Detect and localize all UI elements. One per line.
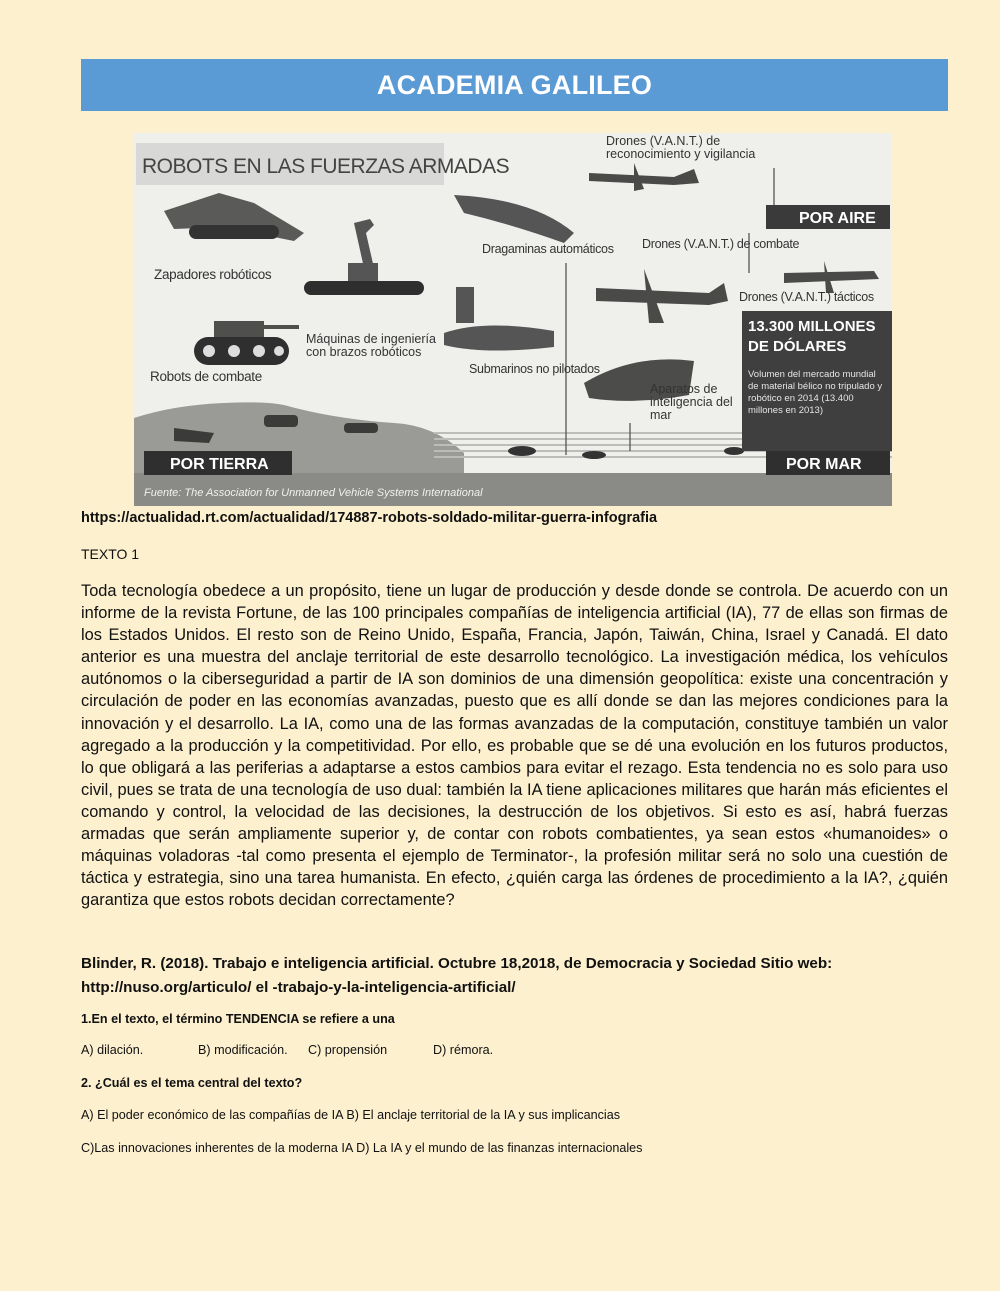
- question-2: 2. ¿Cuál es el tema central del texto?: [81, 1076, 303, 1090]
- label-maquinas: Máquinas de ingeniería con brazos robóticos: [306, 333, 436, 359]
- citation-url[interactable]: http://nuso.org/articulo/ el -trabajo-y-la-inteligencia-artificial/: [81, 979, 516, 996]
- infographic-source: Fuente: The Association for Unmanned Vehicle Systems International: [144, 487, 483, 499]
- texto-label: TEXTO 1: [81, 546, 140, 562]
- infographic-title: ROBOTS EN LAS FUERZAS ARMADAS: [142, 155, 510, 178]
- por-tierra-label: POR TIERRA: [170, 456, 269, 473]
- q1-option-d[interactable]: D) rémora.: [433, 1043, 494, 1057]
- question-1: 1.En el texto, el término TENDENCIA se refiere a una: [81, 1012, 395, 1026]
- label-dragaminas: Dragaminas automáticos: [482, 242, 614, 256]
- label-drones-combate: Drones (V.A.N.T.) de combate: [642, 237, 800, 251]
- source-url[interactable]: https://actualidad.rt.com/actualidad/174887-robots-soldado-militar-guerra-infografia: [81, 510, 658, 526]
- label-zapadores: Zapadores robóticos: [154, 267, 272, 282]
- page-title-banner: [81, 59, 948, 111]
- label-drones-reco: Drones (V.A.N.T.) de reconocimiento y vigilancia: [606, 135, 756, 161]
- q1-option-b[interactable]: B) modificación.: [198, 1043, 288, 1057]
- market-value: 13.300 MILLONES DE DÓLARES: [748, 318, 876, 355]
- q2-options-line-1[interactable]: A) El poder económico de las compañías de IA B) El anclaje territorial de la IA y sus implicancias: [81, 1108, 620, 1122]
- infographic-image: [134, 133, 892, 506]
- por-mar-label: POR MAR: [786, 456, 862, 473]
- citation: [81, 952, 961, 1000]
- label-combate: Robots de combate: [150, 369, 262, 384]
- por-aire-label: POR AIRE: [799, 210, 876, 227]
- q2-options-line-2[interactable]: C)Las innovaciones inherentes de la moderna IA D) La IA y el mundo de las finanzas internacionales: [81, 1141, 643, 1155]
- q1-option-c[interactable]: C) propensión: [308, 1043, 388, 1057]
- label-aparatos: Aparatos de inteligencia del mar: [650, 383, 733, 422]
- citation-line-1: Blinder, R. (2018). Trabajo e inteligencia artificial. Octubre 18,2018, de Democracia y Sociedad Sitio web:: [81, 955, 833, 972]
- label-submarinos: Submarinos no pilotados: [469, 362, 600, 376]
- body-paragraph: Toda tecnología obedece a un propósito, tiene un lugar de producción y desde donde se controla. De acuerdo con un informe de la revista Fortune, de las 100 principales compañías de inteligencia artificial (IA), 77 de ellas son firmas de los Estados Unidos. El resto son de Reino Unido, España, Francia, Japón, Taiwán, China, Israel y Canadá. El dato anterior es una muestra del anclaje territorial de este desarrollo tecnológico. La investigación médica, los vehículos autónomos o la ciberseguridad a partir de IA son dominios de una dimensión geopolítica: existe una concentración y circulación de poder en las economías avanzadas, puesto que es allí donde se dan las mejores condiciones para la innovación y el desarrollo. La IA, como una de las formas avanzadas de la computación, constituye también un valor agregado a la producción y la competitividad. Por ello, es probable que se dé una evolución en los futuros productos, lo que obligará a las periferias a adaptarse a estos cambios para evitar el rezago. Esta tendencia no es solo para uso civil, pues se trata de una tecnología de uso dual: también la IA tiene aplicaciones militares que harán más eficientes el comando y control, la velocidad de las decisiones, la destrucción de los objetivos. Si esto es así, habrá fuerzas armadas que serán ampliamente superior y, de contar con robots combatientes, ya sean estos «humanoides» o máquinas voladoras -tal como presenta el ejemplo de Terminator-, la profesión militar será no solo una cuestión de táctica y estrategia, sino una tarea humanista. En efecto, ¿quién carga las órdenes de procedimiento a la IA?, ¿quién garantiza que estos robots decidan correctamente?: [81, 582, 948, 910]
- page-title: ACADEMIA GALILEO: [376, 70, 653, 100]
- q1-option-a[interactable]: A) dilación.: [81, 1043, 144, 1057]
- label-drones-tacticos: Drones (V.A.N.T.) tácticos: [739, 290, 874, 304]
- market-description: Volumen del mercado mundial de material bélico no tripulado y robótico en 2014 (13.400 millones en 2013): [748, 369, 883, 416]
